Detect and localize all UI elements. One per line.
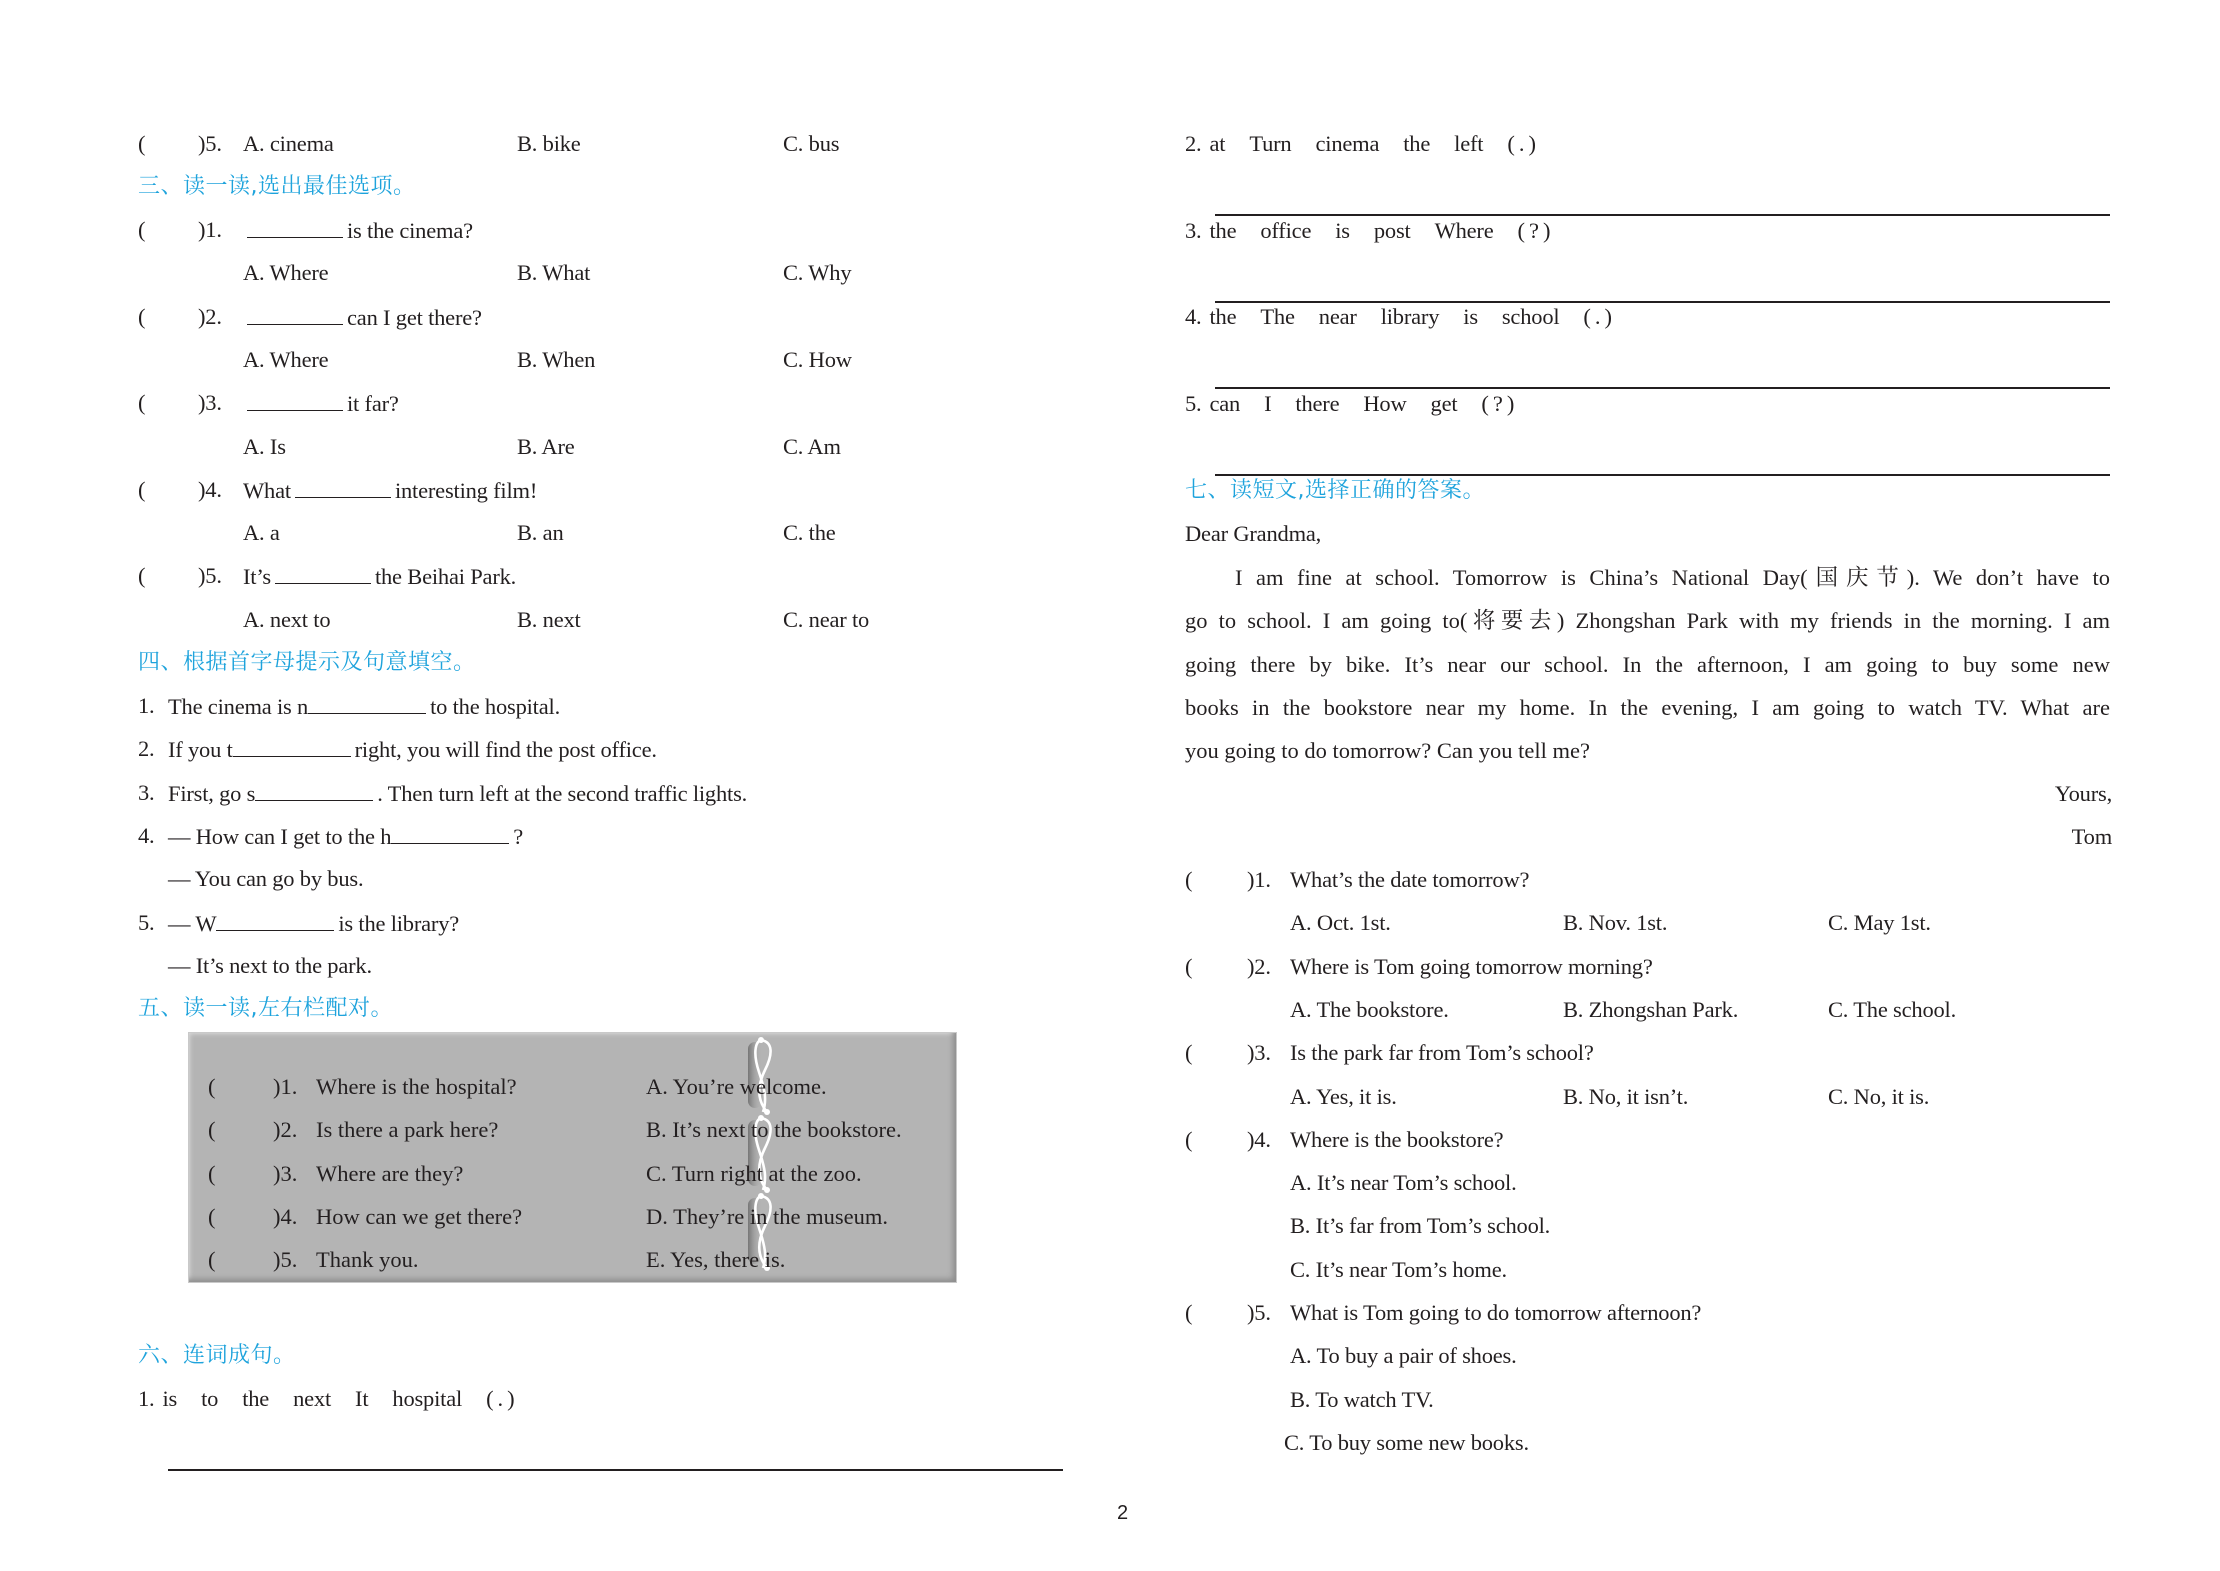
fill-blank[interactable] (247, 388, 343, 411)
question-suffix: it far? (347, 391, 399, 417)
question-number: )5. (1247, 1300, 1271, 1325)
letter-signature: Tom (2071, 824, 2112, 849)
question-text (243, 475, 537, 506)
answer-line[interactable] (168, 1469, 1063, 1471)
matching-box (188, 1032, 957, 1283)
word-tile: Turn (1249, 131, 1292, 156)
question-number: )3. (1247, 1040, 1271, 1066)
word-tile: cinema (1315, 131, 1380, 156)
passage-line: going there by bike. It’s near our school. In the afternoon, I am going to buy some new (1185, 651, 2110, 677)
question-text: Where is Tom going tomorrow morning? (1290, 953, 1653, 979)
answer-paren[interactable]: ( (1185, 1126, 1193, 1152)
option-c: C. To buy some new books. (1284, 1429, 1529, 1455)
answer-paren[interactable]: ( (208, 1074, 216, 1099)
punctuation-hint: (.) (486, 1386, 519, 1411)
option-b: B. next (517, 606, 581, 632)
option-a: A. Where (243, 260, 329, 286)
answer-paren[interactable]: ( (1185, 1040, 1193, 1066)
question-text: What’s the date tomorrow? (1290, 867, 1530, 892)
question-number: )4. (273, 1203, 298, 1229)
item-number: 5. (1185, 390, 1202, 416)
answer-paren[interactable]: ( (138, 217, 146, 242)
fill-blank[interactable] (391, 821, 509, 844)
question-number: )3. (198, 390, 222, 416)
word-tile: can (1209, 390, 1241, 416)
answer-paren[interactable]: ( (1185, 867, 1193, 892)
answer-paren[interactable]: ( (208, 1117, 216, 1143)
section-5-heading: 五、读一读,左右栏配对。 (138, 996, 393, 1021)
option-a: A. Oct. 1st. (1290, 910, 1391, 936)
question-suffix: can I get there? (347, 304, 482, 330)
fill-blank[interactable] (216, 908, 334, 931)
question-number: )3. (273, 1160, 298, 1186)
question-text: What is Tom going to do tomorrow afternoon? (1290, 1300, 1702, 1325)
letter-salutation: Dear Grandma, (1185, 521, 1322, 546)
question-number: )2. (198, 303, 222, 329)
question-suffix: interesting film! (394, 477, 538, 503)
fill-in-sentence (168, 778, 747, 809)
item-number: 4. (138, 822, 155, 848)
item-number: 2. (138, 736, 155, 762)
answer-paren[interactable]: ( (138, 563, 146, 589)
punctuation-hint: (.) (1507, 131, 1540, 156)
word-tile: Where (1434, 217, 1494, 243)
question-number: )5. (198, 131, 222, 156)
matching-answer: D. They’re in the museum. (646, 1203, 889, 1229)
passage-line: you going to do tomorrow? Can you tell me? (1185, 738, 1590, 764)
passage-line: books in the bookstore near my home. In the evening, I am going to watch TV. What are (1185, 694, 2110, 720)
matching-answer: A. You’re welcome. (646, 1074, 827, 1099)
word-tile: It (355, 1386, 369, 1411)
item-number: 3. (138, 779, 155, 805)
letter-closing: Yours, (2054, 781, 2112, 806)
matching-question: Thank you. (316, 1247, 419, 1273)
sentence-suffix: to the hospital. (430, 694, 560, 719)
section-3-heading: 三、读一读,选出最佳选项。 (138, 174, 416, 199)
sentence-suffix: . Then turn left at the second traffic lights. (377, 780, 748, 806)
option-b: B. bike (517, 131, 581, 156)
option-a: A. cinema (243, 131, 334, 156)
matching-answer: E. Yes, there is. (646, 1247, 786, 1273)
option-b: B. Are (517, 433, 575, 459)
word-tile: office (1260, 217, 1312, 243)
option-a: A. Where (243, 346, 329, 372)
word-tile: at (1209, 131, 1226, 156)
fill-in-sentence (168, 691, 560, 722)
sentence-suffix: right, you will find the post office. (354, 737, 657, 763)
word-tile: the (1403, 131, 1431, 156)
matching-question: Is there a park here? (316, 1117, 499, 1143)
option-c: C. Am (783, 433, 841, 459)
option-c: C. How (783, 346, 852, 372)
sentence-suffix: ? (513, 823, 524, 849)
answer-paren[interactable]: ( (138, 303, 146, 329)
reorder-words (1185, 216, 1555, 246)
item-number: 3. (1185, 217, 1202, 243)
word-tile: is (1463, 304, 1478, 330)
word-tile: the (1209, 217, 1237, 243)
option-c: C. Why (783, 260, 852, 286)
question-number: )2. (1247, 953, 1271, 979)
question-text (243, 302, 482, 333)
question-text (243, 561, 516, 592)
reply-line: — You can go by bus. (168, 866, 364, 892)
word-tile: The (1260, 304, 1295, 330)
option-a: A. To buy a pair of shoes. (1290, 1343, 1517, 1369)
fill-blank[interactable] (255, 778, 373, 801)
question-number: )1. (1247, 867, 1271, 892)
fill-blank[interactable] (233, 734, 351, 757)
option-a: A. a (243, 520, 280, 546)
question-prefix: What (243, 477, 291, 503)
option-c: C. It’s near Tom’s home. (1290, 1256, 1507, 1282)
question-suffix: is the cinema? (347, 218, 473, 243)
option-a: A. The bookstore. (1290, 996, 1449, 1022)
fill-blank[interactable] (275, 561, 371, 584)
fill-blank[interactable] (295, 475, 391, 498)
sentence-prefix: — W (168, 910, 217, 936)
answer-paren[interactable]: ( (208, 1247, 216, 1273)
reply-line: — It’s next to the park. (168, 952, 372, 978)
punctuation-hint: (.) (1583, 304, 1617, 330)
option-c: C. near to (783, 606, 870, 632)
option-b: B. What (517, 260, 591, 286)
question-number: )4. (1247, 1126, 1271, 1152)
passage-line: go to school. I am going to(将要去) Zhongshan Park with my friends in the morning. I am (1185, 608, 2110, 634)
item-number: 1. (138, 693, 155, 718)
item-number: 1. (138, 1386, 155, 1411)
word-tile: is (1335, 217, 1350, 243)
question-number: )2. (273, 1117, 298, 1143)
word-tile: left (1454, 131, 1484, 156)
question-number: )1. (273, 1074, 298, 1099)
option-c: C. The school. (1828, 996, 1957, 1022)
section-4-heading: 四、根据首字母提示及句意填空。 (138, 650, 476, 675)
sentence-prefix: First, go s (168, 780, 256, 806)
matching-question: Where is the hospital? (316, 1074, 517, 1099)
option-c: C. No, it is. (1828, 1083, 1930, 1109)
word-tile: I (1264, 390, 1272, 416)
word-tile: to (201, 1386, 219, 1411)
answer-paren[interactable]: ( (1185, 1300, 1193, 1325)
punctuation-hint: (?) (1517, 217, 1555, 243)
question-number: )5. (273, 1247, 298, 1273)
option-c: C. bus (783, 131, 840, 156)
matching-question: Where are they? (316, 1160, 464, 1186)
answer-paren[interactable]: ( (138, 390, 146, 416)
punctuation-hint: (?) (1481, 390, 1519, 416)
question-text: Is the park far from Tom’s school? (1290, 1040, 1594, 1066)
fill-in-sentence (168, 734, 657, 765)
fill-in-sentence (168, 908, 459, 939)
item-number: 4. (1185, 304, 1202, 330)
fill-blank[interactable] (247, 215, 343, 238)
answer-paren[interactable]: ( (208, 1203, 216, 1229)
question-text: Where is the bookstore? (1290, 1126, 1504, 1152)
question-suffix: the Beihai Park. (374, 564, 517, 590)
answer-paren[interactable]: ( (208, 1160, 216, 1186)
option-b: B. It’s far from Tom’s school. (1290, 1213, 1551, 1239)
sentence-prefix: — How can I get to the h (168, 823, 392, 849)
option-b: B. Zhongshan Park. (1563, 996, 1739, 1022)
word-tile: school (1501, 304, 1560, 330)
question-number: )5. (198, 563, 222, 589)
option-b: B. To watch TV. (1290, 1386, 1434, 1412)
word-tile: there (1295, 390, 1340, 416)
word-tile: is (162, 1386, 178, 1411)
question-text (243, 388, 399, 419)
matching-question: How can we get there? (316, 1203, 523, 1229)
word-tile: get (1430, 390, 1458, 416)
answer-paren[interactable]: ( (1185, 953, 1193, 979)
answer-paren: ( (138, 131, 146, 156)
word-tile: next (293, 1386, 332, 1411)
matching-answer: B. It’s next to the bookstore. (646, 1117, 902, 1143)
item-number: 5. (138, 909, 155, 935)
word-tile: near (1318, 304, 1357, 330)
passage-line: I am fine at school. Tomorrow is China’s National Day(国庆节). We don’t have to (1235, 565, 2110, 590)
option-a: A. next to (243, 606, 331, 632)
word-tile: How (1363, 390, 1407, 416)
page-number: 2 (1117, 1502, 1129, 1524)
item-number: 2. (1185, 131, 1202, 156)
option-b: B. No, it isn’t. (1563, 1083, 1689, 1109)
option-b: B. Nov. 1st. (1563, 910, 1668, 936)
question-text (243, 215, 473, 246)
sentence-prefix: The cinema is n (168, 694, 309, 719)
option-b: B. an (517, 520, 564, 546)
reorder-words (138, 1384, 519, 1414)
reorder-words (1185, 129, 1540, 159)
reorder-words (1185, 389, 1518, 419)
option-c: C. May 1st. (1828, 910, 1931, 936)
word-tile: the (1209, 304, 1237, 330)
reorder-words (1185, 302, 1616, 332)
option-c: C. the (783, 520, 836, 546)
option-a: A. Yes, it is. (1290, 1083, 1397, 1109)
option-a: A. Is (243, 433, 286, 459)
answer-paren[interactable]: ( (138, 476, 146, 502)
option-a: A. It’s near Tom’s school. (1290, 1170, 1517, 1196)
question-number: )1. (198, 217, 222, 242)
sentence-suffix: is the library? (338, 910, 460, 936)
sentence-prefix: If you t (168, 737, 233, 763)
fill-blank[interactable] (247, 302, 343, 325)
section-6-heading: 六、连词成句。 (138, 1343, 296, 1368)
word-tile: the (242, 1386, 270, 1411)
section-7-heading: 七、读短文,选择正确的答案。 (1185, 478, 1485, 503)
question-prefix: It’s (243, 564, 271, 590)
option-b: B. When (517, 346, 596, 372)
word-tile: post (1373, 217, 1411, 243)
word-tile: hospital (392, 1386, 463, 1411)
question-number: )4. (198, 476, 222, 502)
word-tile: library (1380, 304, 1440, 330)
fill-blank[interactable] (308, 691, 426, 714)
fill-in-sentence (168, 821, 523, 852)
matching-answer: C. Turn right at the zoo. (646, 1160, 862, 1186)
